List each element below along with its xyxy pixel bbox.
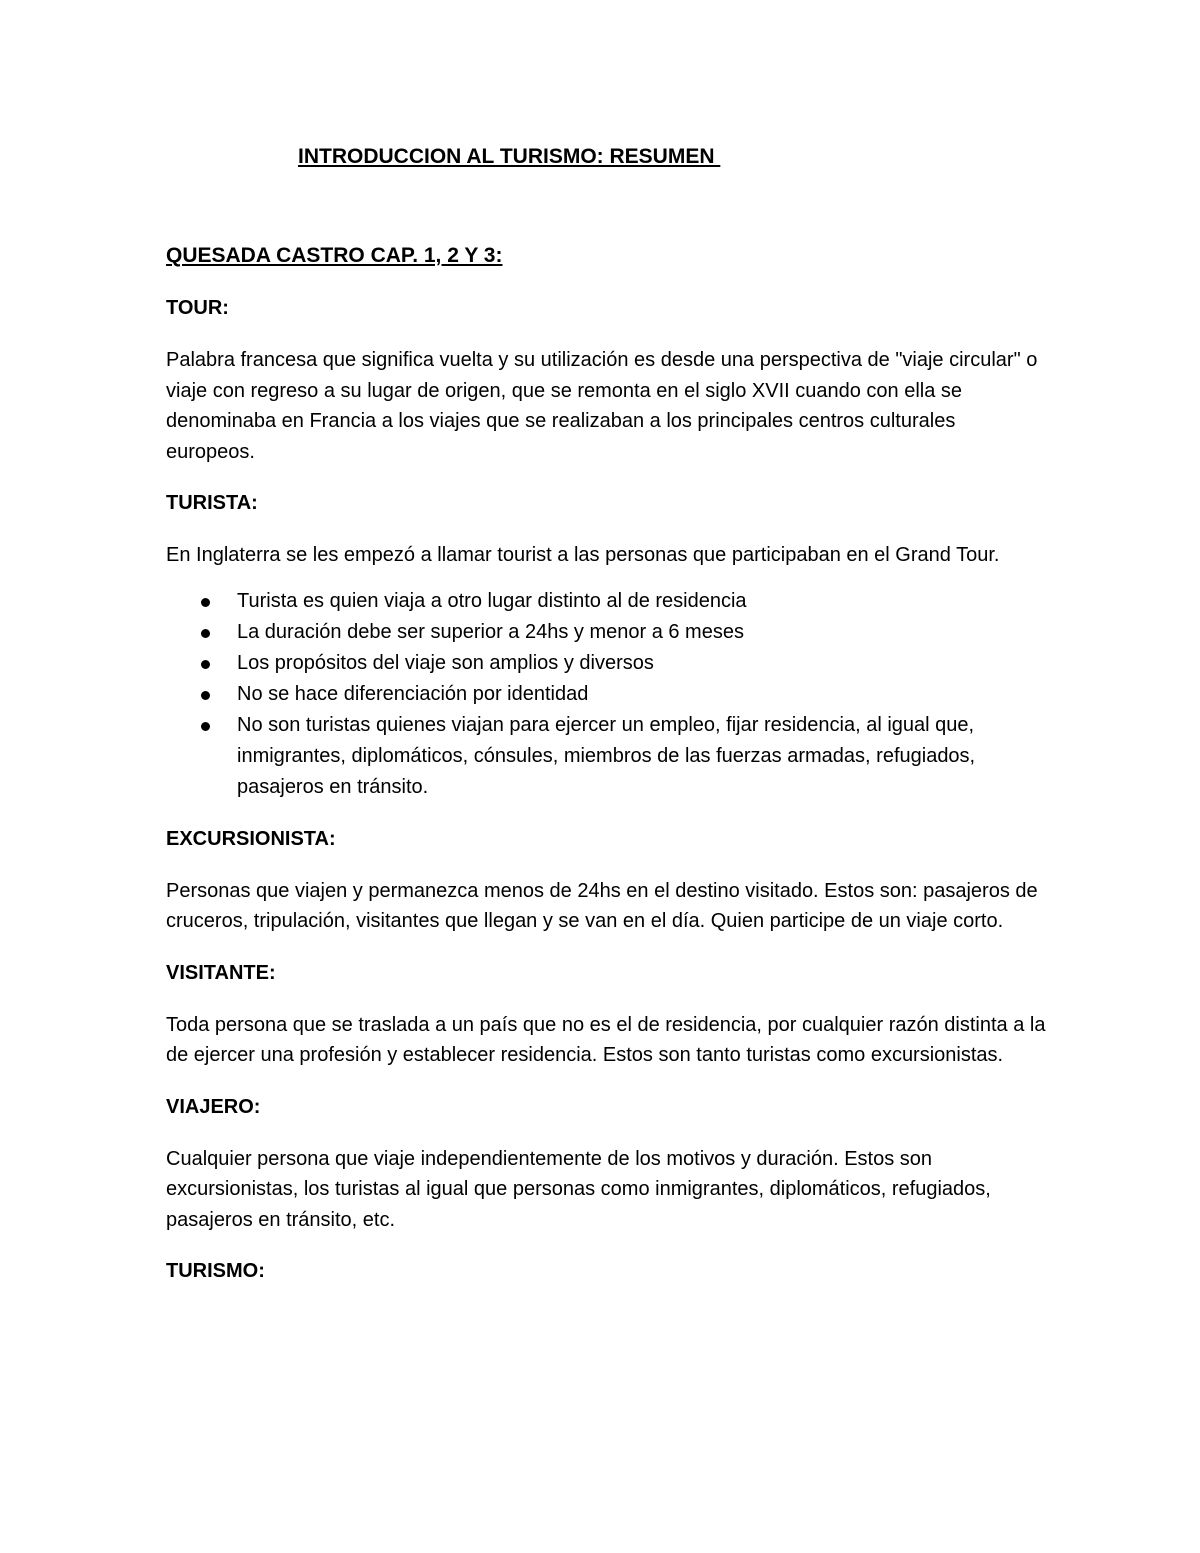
paragraph-excursionista: Personas que viajen y permanezca menos de 24hs en el destino visitado. Estos son: pasajeros de cruceros, tripulación, visitantes que llegan y se van en el día. Quien participe de un viaje corto. bbox=[166, 879, 1038, 932]
list-item-text: La duración debe ser superior a 24hs y menor a 6 meses bbox=[237, 620, 744, 643]
list-item bbox=[166, 617, 1046, 648]
list-item-text: No son turistas quienes viajan para ejercer un empleo, fijar residencia, al igual que, inmigrantes, diplomáticos, cónsules, miembros de las fuerzas armadas, refugiados, pasajeros en tránsito. bbox=[237, 713, 976, 798]
list-item bbox=[166, 648, 1046, 679]
bullet-icon bbox=[201, 660, 210, 669]
heading-turismo: TURISMO: bbox=[166, 1260, 265, 1282]
heading-viajero: VIAJERO: bbox=[166, 1095, 261, 1118]
heading-visitante: VISITANTE: bbox=[166, 961, 276, 984]
list-item-text: No se hace diferenciación por identidad bbox=[237, 682, 589, 705]
bullet-icon bbox=[201, 691, 210, 700]
heading-tour: TOUR: bbox=[166, 297, 229, 319]
turista-bullet-list bbox=[166, 586, 1046, 803]
heading-excursionista: EXCURSIONISTA: bbox=[166, 827, 336, 850]
bullet-icon bbox=[201, 598, 210, 607]
list-item-text: Los propósitos del viaje son amplios y diversos bbox=[237, 651, 654, 674]
list-item-text: Turista es quien viaja a otro lugar distinto al de residencia bbox=[237, 589, 747, 612]
paragraph-viajero: Cualquier persona que viaje independientemente de los motivos y duración. Estos son excursionistas, los turistas al igual que personas como inmigrantes, diplomáticos, refugiados, pasajeros en tránsito, etc. bbox=[166, 1147, 991, 1231]
list-item bbox=[166, 586, 1046, 617]
section-title: QUESADA CASTRO CAP. 1, 2 Y 3: bbox=[166, 244, 503, 267]
document-title: INTRODUCCION AL TURISMO: RESUMEN bbox=[298, 145, 721, 168]
paragraph-tour: Palabra francesa que significa vuelta y su utilización es desde una perspectiva de "viaje circular" o viaje con regreso a su lugar de origen, que se remonta en el siglo XVII cuando con ella se denominaba en Francia a los viajes que se realizaban a los principales centros culturales europeos. bbox=[166, 349, 1038, 463]
bullet-icon bbox=[201, 629, 210, 638]
list-item bbox=[166, 710, 1046, 803]
paragraph-turista: En Inglaterra se les empezó a llamar tourist a las personas que participaban en el Grand Tour. bbox=[166, 544, 1000, 566]
paragraph-visitante: Toda persona que se traslada a un país que no es el de residencia, por cualquier razón distinta a la de ejercer una profesión y establecer residencia. Estos son tanto turistas como excursionistas. bbox=[166, 1013, 1046, 1066]
document-body bbox=[166, 241, 1046, 1308]
bullet-icon bbox=[201, 722, 210, 731]
list-item bbox=[166, 679, 1046, 710]
heading-turista: TURISTA: bbox=[166, 492, 258, 514]
